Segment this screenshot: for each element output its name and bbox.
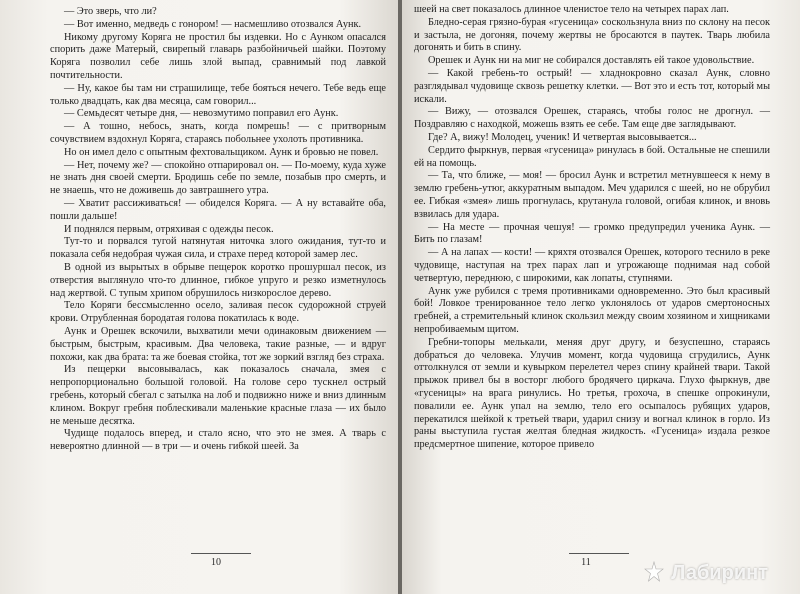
paragraph: шеей на свет показалось длинное членистое тело на четырех парах лап. — [414, 4, 729, 15]
right-page — [402, 0, 800, 594]
paragraph: — А на лапах — кости! — кряхтя отозвался Орешек, которого теснило в реке чудовище, наступая на трех парах лап и угрожающе поднимая над собой четвертую, переднюю, с широкими, как лопаты, ступнями. — [414, 247, 770, 284]
left-folio-rule — [191, 553, 251, 554]
right-page-text — [414, 4, 770, 452]
labirint-watermark — [641, 560, 768, 586]
paragraph: — На месте — прочная чешуя! — громко предупредил ученика Аунк. — Бить по глазам! — [414, 221, 770, 246]
paragraph: Сердито фыркнув, первая «гусеница» ринулась в бой. Остальные не спешили ей на помощь. — [414, 144, 770, 169]
paragraph: Аунк уже рубился с тремя противниками одновременно. Это был красивый бой! Ловкое тренированное тело легко уклонялось от ударов смертоносных гребней, а стремительный клинок скользил между своим хозяином и хищниками непробиваемым щитом. — [414, 285, 770, 335]
paragraph: — Ну, какое бы там ни страшилище, тебе бояться нечего. Тебе ведь еще только двадцать, как два месяца, сам говорил... — [50, 82, 386, 107]
paragraph: Бледно-серая грязно-бурая «гусеница» соскользнула вниз по склону на песок и застыла, не догоняя, почему жертвы не бросаются в паутек. Тварь любила догонять и бить в спину. — [414, 16, 770, 54]
paragraph: Гребни-топоры мелькали, меняя друг другу, и безуспешно, стараясь добраться до человека. Улучив момент, когда чудовища сгрудились, Аунк оттолкнулся от земли и кувырком перелетел через спину крайней твари. Такой прыжок привел бы в восторг любого бродячего циркача. Глухо фыркнув, две «гусеницы» на врага ринулись. Но третья, грохоча, в спешке опрокинули, повалили ее. Аунк упал на землю, тело его осыпалось рубящих ударов, перекатился шейкой к третьей твари, ударил снизу и вогнал клинок в горло. Из раны выступила густая желтая бледная жидкость. «Гусеница» издала резкое предсмертное шипение, которое привело — [414, 336, 770, 451]
paragraph: Тут-то и порвался тугой натянутая ниточка злого ожидания, тут-то и показала себя недобрая чужая сила, и страхе перед которой замер лес. — [50, 236, 386, 261]
watermark-text: Лабиринт — [671, 561, 768, 584]
left-page — [0, 0, 398, 594]
paragraph: — Какой гребень-то острый! — хладнокровно сказал Аунк, словно разглядывал чудовище сквозь решетку клетки. — Вот это и есть тот, который мы искали. — [414, 67, 770, 105]
paragraph: — Семьдесят четыре дня, — невозмутимо поправил его Аунк. — [64, 108, 339, 120]
right-page-number: 11 — [581, 557, 591, 568]
paragraph: — А тошно, небось, знать, когда помрешь! — с притворным сочувствием вздохнул Коряга, стараясь побольнее ухолоть противника. — [50, 121, 386, 145]
paragraph: Орешек и Аунк ни на миг не собирался доставлять ей такое удовольствие. — [428, 55, 755, 67]
paragraph: Чудище подалось вперед, и стало ясно, что это не змея. А тварь с невероятно длинной — в три — и очень гибкой шеей. За — [50, 428, 386, 453]
paragraph: Никому другому Коряга не простил бы издевки. Но с Аунком опасался спорить даже Матерый, свирепый главарь разбойничьей шайки. Поэтому Коряга позволил себе лишь злой выпад, сравнимый под лавкой почтительности. — [50, 31, 386, 81]
paragraph: Где? А, вижу! Молодец, ученик! И четвертая высовывается... — [428, 131, 697, 143]
paragraph: — Это зверь, что ли? — [64, 6, 157, 17]
paragraph: В одной из вырытых в обрыве пещерок коротко прошуршал песок, из отверстия выглянуло что-то длинное, гибкое упруго и резко изметнулось над жертвой. С тупым хрипом обрушилось низкорослое дерево. — [50, 261, 386, 299]
paragraph: — Нет, почему же? — спокойно отпарировал он. — По-моему, куда хуже не знать дня своей смерти. Бродишь себе по земле, позабыв про смерть, и не знаешь, что не доживешь до завтрашнего утра. — [50, 159, 386, 197]
paragraph: — Вот именно, медведь с гонором! — насмешливо отозвался Аунк. — [64, 18, 362, 30]
paragraph: Из пещерки высовывалась, как показалось сначала, змея с непропорционально большой головой. На голове серо тускнел острый гребень, который сбегал с затылка на лоб и подвижно ниже и вниз длинным клином. Вокруг гребня поблескивали маленькие красные глаза — их было не меньше десятка. — [50, 364, 386, 427]
paragraph: — Вижу, — отозвался Орешек, стараясь, чтобы голос не дрогнул. — Поздравляю с находкой, можешь взять ее себе. Там еще две заглядывают. — [414, 106, 770, 131]
paragraph: — Хватит рассиживаться! — обиделся Коряга. — А ну вставайте оба, пошли дальше! — [50, 197, 386, 222]
left-page-text — [50, 6, 386, 454]
left-page-number: 10 — [211, 557, 221, 568]
paragraph: — Та, что ближе, — моя! — бросил Аунк и встретил метнувшееся к нему в землю гребень-утюг, аккуратным выпадом. Меч ударился с шеей, но не обрубил ее. Гибкая «змея» лишь прогнулась, крутанула головой, огибая клинок, и вновь взвилась для удара. — [414, 170, 770, 220]
labirint-logo-icon — [641, 560, 667, 586]
right-folio-rule — [569, 553, 629, 554]
paragraph: Но он имел дело с опытным фехтовальщиком. Аунк и бровью не повел. — [64, 146, 379, 158]
paragraph: Тело Коряги бессмысленно осело, заливая песок судорожной струей крови. Отрубленная бородатая голова покатилась к воде. — [50, 300, 386, 325]
paragraph: И поднялся первым, отряхивая с одежды песок. — [64, 223, 274, 235]
paragraph: Аунк и Орешек вскочили, выхватили мечи одинаковым движением — быстрым, быстрым, красивым. Два человека, такие разные, — и вдруг похожи, как два брата: та же боевая стойка, тот же зоркий взгляд без страха. — [50, 325, 386, 363]
